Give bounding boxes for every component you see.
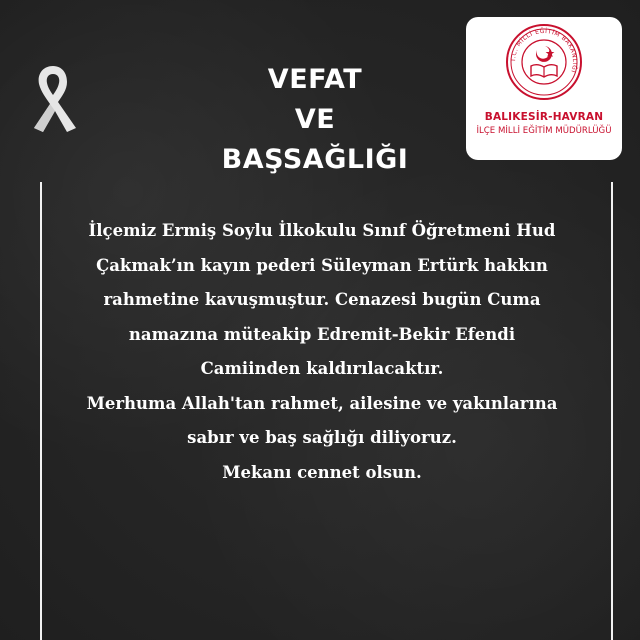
message-line: Camiinden kaldırılacaktır. [200, 359, 444, 378]
message-line: namazına müteakip Edremit-Bekir Efendi [128, 324, 516, 344]
left-frame-line [40, 182, 42, 640]
logo-institution-text: İLÇE MİLLİ EĞİTİM MÜDÜRLÜĞÜ [476, 126, 612, 136]
message-line: rahmetine kavuşmuştur. Cenazesi bugün Cuma [103, 290, 541, 309]
institution-logo-card [466, 17, 622, 160]
message-line: Mekanı cennet olsun. [222, 462, 422, 482]
headline-line-1: VEFAT [267, 64, 363, 95]
headline [190, 60, 440, 180]
message-line: Çakmak’ın kayın pederi Süleyman Ertürk hakkın [96, 255, 548, 275]
ministry-seal-icon [504, 22, 584, 102]
message-line: sabır ve baş sağlığı diliyoruz. [187, 428, 457, 447]
message-line: Merhuma Allah'tan rahmet, ailesine ve yakınlarına [86, 393, 558, 413]
right-frame-line [611, 182, 613, 640]
seal-text: T.C. MİLLİ EĞİTİM BAKANLIĞI [509, 27, 579, 74]
mourning-ribbon-icon [24, 62, 82, 134]
logo-location-text: BALIKESİR-HAVRAN [484, 111, 604, 123]
message-line: İlçemiz Ermiş Soylu İlkokulu Sınıf Öğretmeni Hud [88, 221, 556, 240]
headline-line-2: VE [294, 104, 336, 135]
headline-line-3: BAŞSAĞLIĞI [221, 144, 409, 175]
condolence-message [52, 214, 592, 490]
